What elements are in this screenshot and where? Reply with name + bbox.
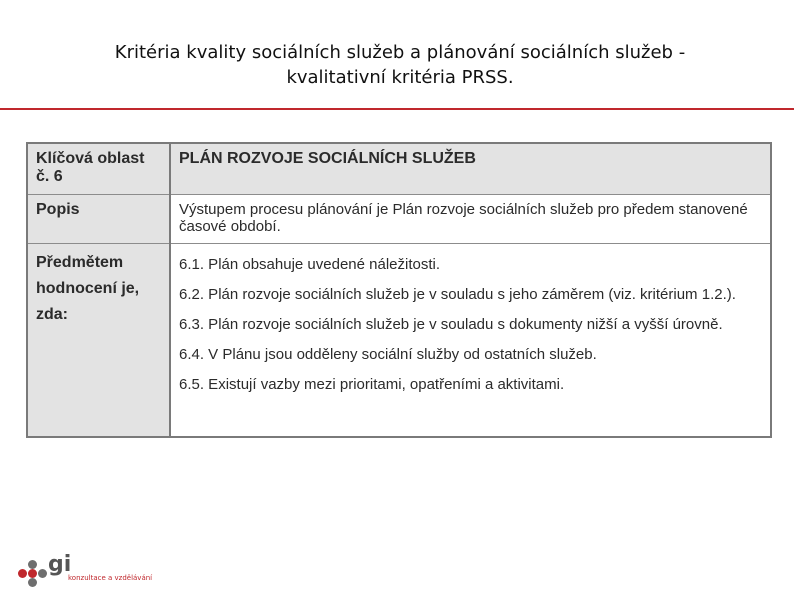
description-label: Popis <box>27 195 170 244</box>
title-divider <box>0 108 794 110</box>
criterion-item: 6.1. Plán obsahuje uvedené náležitosti. <box>179 256 441 273</box>
evaluation-label-line-2: hodnocení je, zda: <box>36 280 140 323</box>
logo-mark: gi <box>48 552 72 577</box>
company-logo <box>18 552 153 588</box>
criterion-item: 6.2. Plán rozvoje sociálních služeb je v souladu s jeho záměrem (viz. kritérium 1.2.). <box>179 286 736 303</box>
key-area-label: Klíčová oblast č. 6 <box>27 143 170 195</box>
criterion-item: 6.4. V Plánu jsou odděleny sociální služby od ostatních služeb. <box>179 346 597 363</box>
description-value: Výstupem procesu plánování je Plán rozvoje sociálních služeb pro předem stanovené časové období. <box>170 195 771 244</box>
slide-title-line-2: kvalitativní kritéria PRSS. <box>286 67 514 88</box>
logo-dots-icon <box>18 560 48 586</box>
slide-title-line-1: Kritéria kvality sociálních služeb a plánování sociálních služeb - <box>114 42 686 63</box>
criteria-list <box>170 244 771 438</box>
evaluation-label <box>27 244 170 438</box>
criterion-item: 6.5. Existují vazby mezi prioritami, opatřeními a aktivitami. <box>179 376 565 393</box>
criteria-table <box>26 142 772 438</box>
criterion-item: 6.3. Plán rozvoje sociálních služeb je v souladu s dokumenty nižší a vyšší úrovně. <box>179 316 723 333</box>
table-row-description <box>27 195 771 244</box>
evaluation-label-line-1: Předmětem <box>36 254 124 271</box>
table-row-key-area <box>27 143 771 195</box>
table-row-evaluation <box>27 244 771 438</box>
key-area-value: PLÁN ROZVOJE SOCIÁLNÍCH SLUŽEB <box>170 143 771 195</box>
slide-title <box>60 40 740 90</box>
logo-tagline: konzultace a vzdělávání <box>68 574 153 582</box>
